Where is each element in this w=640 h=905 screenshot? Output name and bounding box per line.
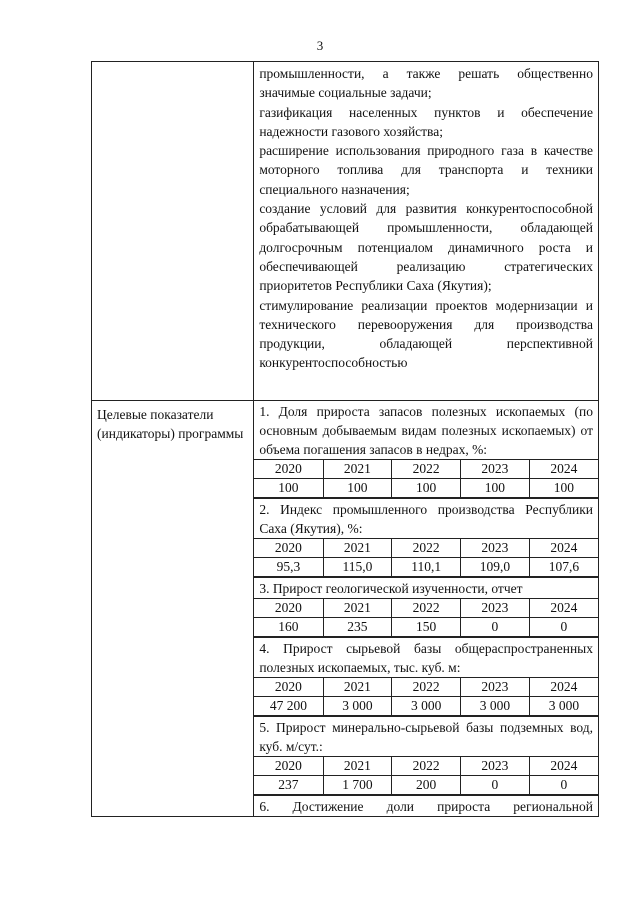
indicators-label-cell <box>92 401 254 817</box>
value-cell: 110,1 <box>392 558 461 577</box>
value-cell: 3 000 <box>392 697 461 716</box>
indicator-values-table <box>254 677 598 716</box>
value-cell: 115,0 <box>323 558 392 577</box>
value-cell: 235 <box>323 618 392 637</box>
value-cell: 150 <box>392 618 461 637</box>
year-cell: 2023 <box>461 539 530 558</box>
year-cell: 2021 <box>323 539 392 558</box>
goals-right-cell <box>254 62 599 401</box>
year-cell: 2020 <box>254 678 323 697</box>
year-cell: 2023 <box>461 757 530 776</box>
value-cell: 95,3 <box>254 558 323 577</box>
value-cell: 0 <box>529 618 598 637</box>
indicator-title: 3. Прирост геологической изученности, отчет <box>259 581 523 596</box>
value-cell: 0 <box>461 618 530 637</box>
value-cell: 1 700 <box>323 776 392 795</box>
year-cell: 2020 <box>254 460 323 479</box>
indicators-row <box>92 401 599 817</box>
indicators-cell <box>254 401 599 817</box>
value-cell: 100 <box>392 479 461 498</box>
value-cell: 0 <box>529 776 598 795</box>
goals-paragraph: газификация населенных пунктов и обеспечение надежности газового хозяйства; <box>259 104 593 139</box>
year-cell: 2022 <box>392 460 461 479</box>
year-cell: 2021 <box>323 757 392 776</box>
indicators-label: Целевые показатели (индикаторы) программы <box>97 407 244 441</box>
indicator-title: 5. Прирост минерально-сырьевой базы подземных вод, куб. м/сут.: <box>259 720 593 754</box>
goals-paragraph: промышленности, а также решать общественно значимые социальные задачи; <box>259 66 593 101</box>
year-cell: 2022 <box>392 757 461 776</box>
value-cell: 100 <box>529 479 598 498</box>
value-cell: 109,0 <box>461 558 530 577</box>
value-cell: 200 <box>392 776 461 795</box>
indicator-block <box>254 401 598 499</box>
value-cell: 160 <box>254 618 323 637</box>
year-cell: 2023 <box>461 460 530 479</box>
indicator-values-table <box>254 538 598 577</box>
value-cell: 3 000 <box>529 697 598 716</box>
value-cell: 3 000 <box>323 697 392 716</box>
indicator-block <box>254 578 598 638</box>
value-cell: 237 <box>254 776 323 795</box>
year-cell: 2024 <box>529 757 598 776</box>
year-cell: 2024 <box>529 678 598 697</box>
goals-paragraph: расширение использования природного газа в качестве моторного топлива для транспорта и техники специального назначения; <box>259 143 593 197</box>
indicator-block <box>254 499 598 578</box>
page-number: 3 <box>316 38 324 53</box>
goals-paragraph: стимулирование реализации проектов модернизации и технического перевооружения для производства продукции, обладающей перспективной конкурентоспособностью <box>259 297 593 371</box>
year-cell: 2020 <box>254 599 323 618</box>
indicator-title: 6. Достижение доли прироста региональной <box>259 799 593 814</box>
indicator-values-table <box>254 756 598 795</box>
program-passport-table <box>91 61 599 817</box>
value-cell: 100 <box>461 479 530 498</box>
value-cell: 100 <box>323 479 392 498</box>
year-cell: 2021 <box>323 599 392 618</box>
goals-paragraph: создание условий для развития конкурентоспособной обрабатывающей промышленности, обладающей долгосрочным потенциалом динамичного роста и обеспечивающей реализацию стратегических приоритетов Республики Саха (Якутия); <box>259 201 593 294</box>
year-cell: 2024 <box>529 599 598 618</box>
value-cell: 0 <box>461 776 530 795</box>
indicator-title: 1. Доля прироста запасов полезных ископаемых (по основным добываемым видам полезных ископаемых) от объема погашения запасов в недрах, %: <box>259 404 593 457</box>
year-cell: 2024 <box>529 539 598 558</box>
year-cell: 2021 <box>323 460 392 479</box>
value-cell: 47 200 <box>254 697 323 716</box>
goals-left-cell <box>92 62 254 401</box>
year-cell: 2020 <box>254 757 323 776</box>
value-cell: 107,6 <box>529 558 598 577</box>
indicator-values-table <box>254 598 598 637</box>
year-cell: 2022 <box>392 599 461 618</box>
indicator-block <box>254 796 598 816</box>
goals-row <box>92 62 599 401</box>
year-cell: 2021 <box>323 678 392 697</box>
indicator-title: 2. Индекс промышленного производства Республики Саха (Якутия), %: <box>259 502 593 536</box>
year-cell: 2020 <box>254 539 323 558</box>
value-cell: 100 <box>254 479 323 498</box>
value-cell: 3 000 <box>461 697 530 716</box>
year-cell: 2022 <box>392 539 461 558</box>
year-cell: 2023 <box>461 678 530 697</box>
year-cell: 2024 <box>529 460 598 479</box>
indicator-values-table <box>254 459 598 498</box>
year-cell: 2022 <box>392 678 461 697</box>
indicator-block <box>254 638 598 717</box>
year-cell: 2023 <box>461 599 530 618</box>
indicator-title: 4. Прирост сырьевой базы общераспространенных полезных ископаемых, тыс. куб. м: <box>259 641 593 675</box>
indicator-block <box>254 717 598 796</box>
